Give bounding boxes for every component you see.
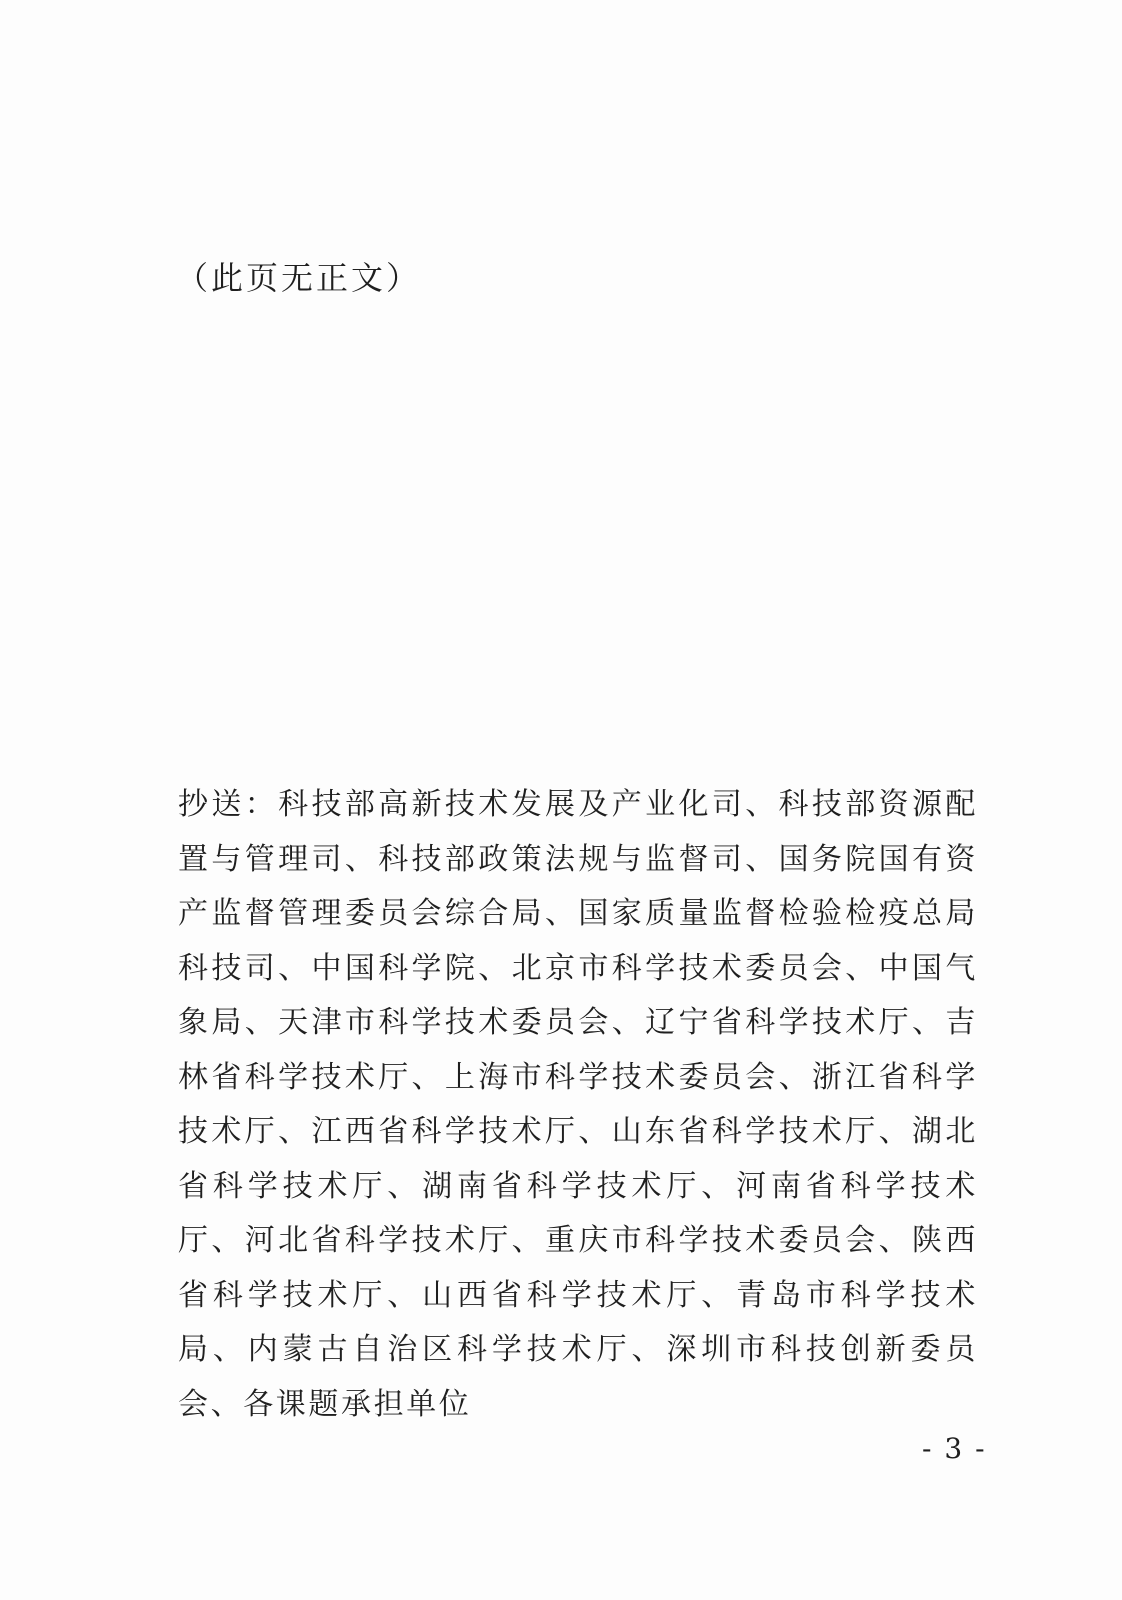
cc-label: 抄送： [178,787,279,822]
cc-block [178,778,978,1432]
page-number: - 3 - [922,1432,987,1465]
cc-recipients: 科技部高新技术发展及产业化司、科技部资源配置与管理司、科技部政策法规与监督司、国务院国有资产监督管理委员会综合局、国家质量监督检验检疫总局科技司、中国科学院、北京市科学技术委员会、中国气象局、天津市科学技术委员会、辽宁省科学技术厅、吉林省科学技术厅、上海市科学技术委员会、浙江省科学技术厅、江西省科学技术厅、山东省科学技术厅、湖北省科学技术厅、湖南省科学技术厅、河南省科学技术厅、河北省科学技术厅、重庆市科学技术委员会、陕西省科学技术厅、山西省科学技术厅、青岛市科学技术局、内蒙古自治区科学技术厅、深圳市科技创新委员会、各课题承担单位 [178,787,978,1422]
no-body-note: （此页无正文） [176,259,422,297]
